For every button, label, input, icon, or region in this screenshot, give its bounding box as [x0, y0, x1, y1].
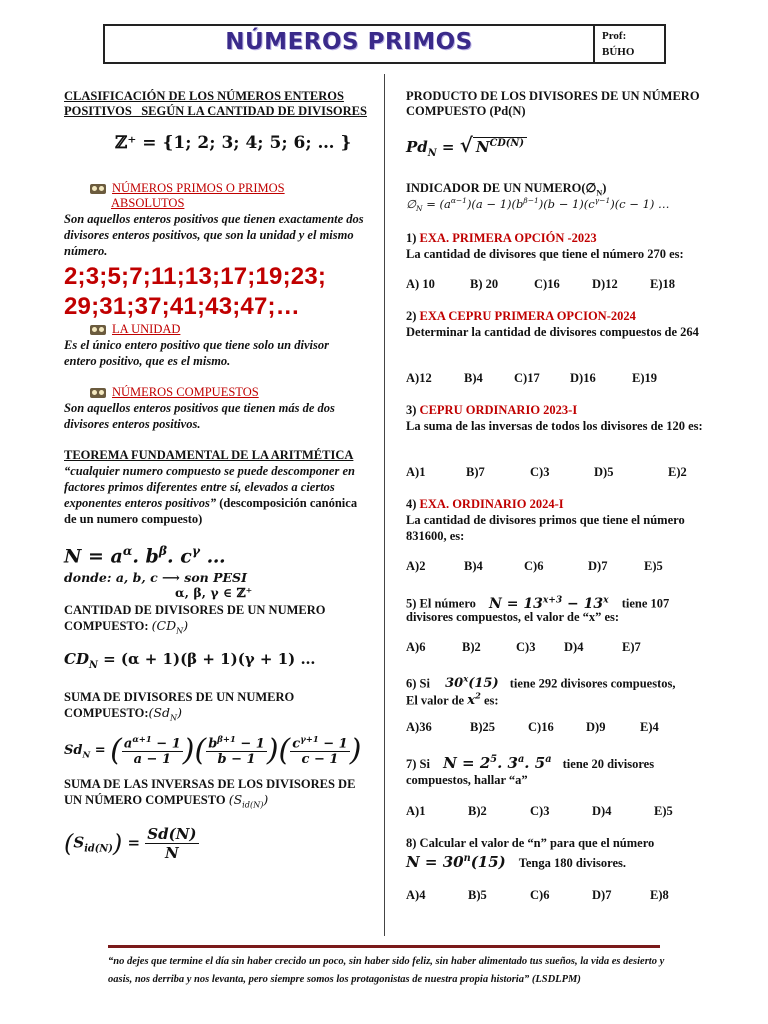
- option[interactable]: B)2: [462, 640, 481, 654]
- problem-7-options: [406, 804, 673, 819]
- problem-3-source: CEPRU ORDINARIO 2023-I: [419, 403, 578, 417]
- problem-8-options: [406, 888, 669, 903]
- option[interactable]: A)1: [406, 804, 426, 818]
- primos-absolutos-label-2: ABSOLUTOS: [111, 196, 185, 210]
- problem-8-text-a: Calcular el valor de “n” para que el número: [419, 836, 655, 850]
- option[interactable]: A) 10: [406, 277, 435, 291]
- problem-5-options: [406, 640, 641, 655]
- option[interactable]: E)19: [632, 371, 657, 385]
- option[interactable]: E)5: [644, 559, 663, 573]
- teorema-note: (descomposición canónica de un numero compuesto): [64, 496, 358, 526]
- option[interactable]: E)2: [668, 465, 687, 479]
- option[interactable]: E)18: [650, 277, 675, 291]
- author-box: [602, 28, 634, 60]
- unidad-heading: [90, 321, 180, 337]
- option[interactable]: A)36: [406, 720, 432, 734]
- teorema-text: [64, 463, 370, 527]
- option[interactable]: A)6: [406, 640, 426, 654]
- sid-title: UN NÚMERO COMPUESTO $(S_{id(N)})$: [64, 792, 269, 810]
- option[interactable]: D)7: [592, 888, 612, 902]
- header-separator: [593, 26, 595, 62]
- problem-7-text-b: tiene 20 divisores: [562, 757, 655, 771]
- problem-8-statement: [406, 835, 654, 851]
- option[interactable]: B)4: [464, 371, 483, 385]
- problem-6-text-c: El valor de: [406, 693, 465, 708]
- unidad-description: Es el único entero positivo que tiene solo un divisor entero positivo, que es el mismo.: [64, 338, 329, 368]
- problem-4-text: La cantidad de divisores primos que tiene el número 831600, es:: [406, 513, 685, 543]
- option[interactable]: C)6: [524, 559, 544, 573]
- option[interactable]: E)4: [640, 720, 659, 734]
- sid-title-1: SUMA DE LAS INVERSAS DE LOS DIVISORES DE: [64, 777, 356, 791]
- problem-6-options: [406, 720, 659, 735]
- owl-icon: [90, 388, 106, 398]
- indicator-title: INDICADOR DE UN $NUMERO(\emptyset_N)$: [406, 181, 607, 198]
- problem-7-text-a: Si: [419, 757, 430, 771]
- problem-3-options: [406, 465, 687, 480]
- option[interactable]: E)7: [622, 640, 641, 654]
- pd-formula: $Pd_N$ = √ $N^{CD(N)}$: [406, 133, 527, 159]
- donde-line: donde: a, b, c ⟶ son PESI: [64, 570, 247, 585]
- problem-8-line-2: $N = 30^n(15)$ Tenga 180 divisores.: [406, 853, 626, 871]
- option[interactable]: A)4: [406, 888, 426, 902]
- canonical-formula: $N = a^\alpha$. $b^\beta$. $c^\gamma$ …: [64, 543, 226, 568]
- option[interactable]: B) 20: [470, 277, 499, 291]
- problem-5-text-a: El número: [419, 596, 476, 611]
- problem-6-text-a: Si: [419, 676, 430, 691]
- classification-title-1: CLASIFICACIÓN DE LOS NÚMEROS ENTEROS: [64, 89, 344, 103]
- primos-absolutos-label-1: NÚMEROS PRIMOS O PRIMOS: [112, 181, 285, 195]
- option[interactable]: E)5: [654, 804, 673, 818]
- header-box: [103, 24, 666, 64]
- option[interactable]: B)7: [466, 465, 485, 479]
- primos-absolutos-description: Son aquellos enteros positivos que tienen exactamente dos divisores enteros positivos, que son la unidad y el mismo número.: [64, 212, 364, 258]
- indicator-formula: $\emptyset_N = (a^{\alpha-1})(a - 1)(b^{\beta-1})(b - 1)(c^{\gamma-1})(c - 1)$ …: [406, 196, 670, 214]
- cd-title-2: COMPUESTO:: [64, 619, 149, 633]
- problem-5-number: 5): [406, 596, 417, 611]
- option[interactable]: C)3: [530, 804, 550, 818]
- owl-icon: [90, 184, 106, 194]
- cd-title: COMPUESTO: $(CD_N)$: [64, 618, 189, 636]
- compuestos-heading: [90, 384, 259, 400]
- problem-2-number: 2): [406, 309, 417, 323]
- problem-2-options: [406, 371, 657, 386]
- problem-1-header: [406, 230, 597, 246]
- cd-formula: $CD_N = (\alpha + 1)(\beta + 1)(\gamma + 1)$ …: [64, 650, 316, 671]
- problem-8-text-b: Tenga 180 divisores.: [518, 856, 626, 870]
- problem-1-number: 1): [406, 231, 417, 245]
- problem-1-text: La cantidad de divisores que tiene el número 270 es:: [406, 247, 684, 261]
- option[interactable]: D)16: [570, 371, 596, 385]
- problem-2-text: Determinar la cantidad de divisores compuestos de 264: [406, 325, 699, 339]
- problem-7-statement: 7) Si $N = 2^5$. 3$^a$. 5$^a$ tiene 20 divisores: [406, 754, 655, 772]
- problem-4-options: [406, 559, 663, 574]
- exponents-line: α, β, γ ∈ ℤ⁺: [175, 585, 253, 600]
- prof-name: BÚHO: [602, 46, 635, 58]
- sd-formula: $Sd_N$ = ( $\frac{a^{\alpha+1} - 1}{a - 1}$ )( $\frac{b^{\beta+1} - 1}{b - 1}$ )( $\frac{c^{\gamma+1} - 1}{c - 1}$ ): [64, 733, 362, 768]
- problem-5-statement: 5) El número $N = 13^{x+3} - 13^x$ tiene 107: [406, 594, 670, 612]
- problem-4-source: EXA. ORDINARIO 2024-I: [419, 497, 564, 511]
- cd-title-1: CANTIDAD DE DIVISORES DE UN NUMERO: [64, 603, 326, 617]
- owl-icon: [90, 325, 106, 335]
- option[interactable]: C)17: [514, 371, 540, 385]
- option[interactable]: D)4: [564, 640, 584, 654]
- option[interactable]: C)16: [528, 720, 554, 734]
- problem-8-number: 8): [406, 836, 417, 850]
- problem-1-source: EXA. PRIMERA OPCIÓN -2023: [419, 231, 597, 245]
- problem-6-number: 6): [406, 676, 417, 691]
- sd-title: $COMPUESTO:(Sd_N)$: [64, 705, 182, 723]
- classification-title-2: POSITIVOS SEGÚN LA CANTIDAD DE DIVISORES: [64, 104, 367, 118]
- prof-label: Prof:: [602, 30, 627, 42]
- problem-4-number: 4): [406, 497, 417, 511]
- option[interactable]: A)12: [406, 371, 432, 385]
- page-title: NÚMEROS PRIMOS: [225, 29, 473, 55]
- option[interactable]: D)9: [586, 720, 606, 734]
- compuestos-description: Son aquellos enteros positivos que tienen más de dos divisores enteros positivos.: [64, 401, 335, 431]
- problem-3-header: [406, 402, 577, 418]
- unidad-label: LA UNIDAD: [112, 322, 181, 336]
- cd-formula-rhs: = (α + 1)(β + 1)(γ + 1) …: [103, 650, 316, 668]
- option[interactable]: D)7: [588, 559, 608, 573]
- problem-6-line-2: El valor de $x^2$ es:: [406, 691, 499, 709]
- option[interactable]: D)4: [592, 804, 612, 818]
- option[interactable]: C)3: [516, 640, 536, 654]
- teorema-quote: “cualquier numero compuesto se puede descomponer en factores primos diferentes entre sí, elevados a ciertos exponentes enteros positivos”: [64, 464, 355, 510]
- problem-6-text-b: tiene 292 divisores compuestos,: [509, 676, 676, 691]
- footer-quote: “no dejes que termine el día sin haber crecido un poco, sin haber sido feliz, sin haber alimentado tus sueños, la vida es desierto y oasis, nos derriba y nos levanta, pero siempre somos los protagonistas de nuestra propia historia” (LSDLPM): [108, 956, 665, 985]
- footer-divider: [108, 945, 660, 948]
- option[interactable]: C)3: [530, 465, 550, 479]
- problem-5-text-b: tiene 107: [621, 596, 670, 611]
- column-divider: [384, 74, 385, 936]
- problem-4-header: [406, 496, 564, 512]
- option[interactable]: B)4: [464, 559, 483, 573]
- primes-list-line-2: 29;31;37;41;43;47;…: [64, 293, 300, 320]
- sid-formula: $(S_{id(N)})$ = $\frac{Sd(N)}{N}$: [64, 825, 197, 862]
- problem-7-number: 7): [406, 757, 417, 771]
- primes-list-line-1: 2;3;5;7;11;13;17;19;23;: [64, 263, 327, 290]
- option[interactable]: D)12: [592, 277, 618, 291]
- problem-6-text-d: es:: [484, 693, 499, 708]
- problem-5-text-c: divisores compuestos, el valor de “x” es:: [406, 610, 620, 624]
- pd-title-1: PRODUCTO DE LOS DIVISORES DE UN NÚMERO: [406, 89, 700, 103]
- option[interactable]: C)6: [530, 888, 550, 902]
- sd-title-1: SUMA DE DIVISORES DE UN NUMERO: [64, 690, 295, 704]
- option[interactable]: A)2: [406, 559, 426, 573]
- problem-3-text: La suma de las inversas de todos los divisores de 120 es:: [406, 419, 703, 433]
- primos-absolutos-heading: [90, 180, 285, 196]
- problem-7-text-c: compuestos, hallar “a”: [406, 773, 528, 787]
- problem-2-source: EXA CEPRU PRIMERA OPCION-2024: [419, 309, 636, 323]
- problem-1-options: [406, 277, 675, 292]
- option[interactable]: C)16: [534, 277, 560, 291]
- teorema-title: TEOREMA FUNDAMENTAL DE LA ARITMÉTICA: [64, 448, 354, 462]
- option[interactable]: B)5: [468, 888, 487, 902]
- indicator-title-text: INDICADOR DE UN NUMERO(∅: [406, 181, 597, 195]
- problem-6-statement: 6) Si 30$^x$(15) tiene 292 divisores compuestos,: [406, 674, 676, 692]
- problem-3-number: 3): [406, 403, 417, 417]
- option[interactable]: B)2: [468, 804, 487, 818]
- option[interactable]: E)8: [650, 888, 669, 902]
- option[interactable]: D)5: [594, 465, 614, 479]
- sd-title-2: COMPUESTO:: [64, 706, 149, 720]
- problem-2-header: [406, 308, 636, 324]
- zplus-set: ℤ⁺ = {1; 2; 3; 4; 5; 6; … }: [115, 133, 352, 153]
- option[interactable]: A)1: [406, 465, 426, 479]
- sid-title-2: UN NÚMERO COMPUESTO: [64, 793, 226, 807]
- compuestos-label: NÚMEROS COMPUESTOS: [112, 385, 259, 399]
- pd-title-2: COMPUESTO (Pd(N): [406, 104, 526, 118]
- option[interactable]: B)25: [470, 720, 495, 734]
